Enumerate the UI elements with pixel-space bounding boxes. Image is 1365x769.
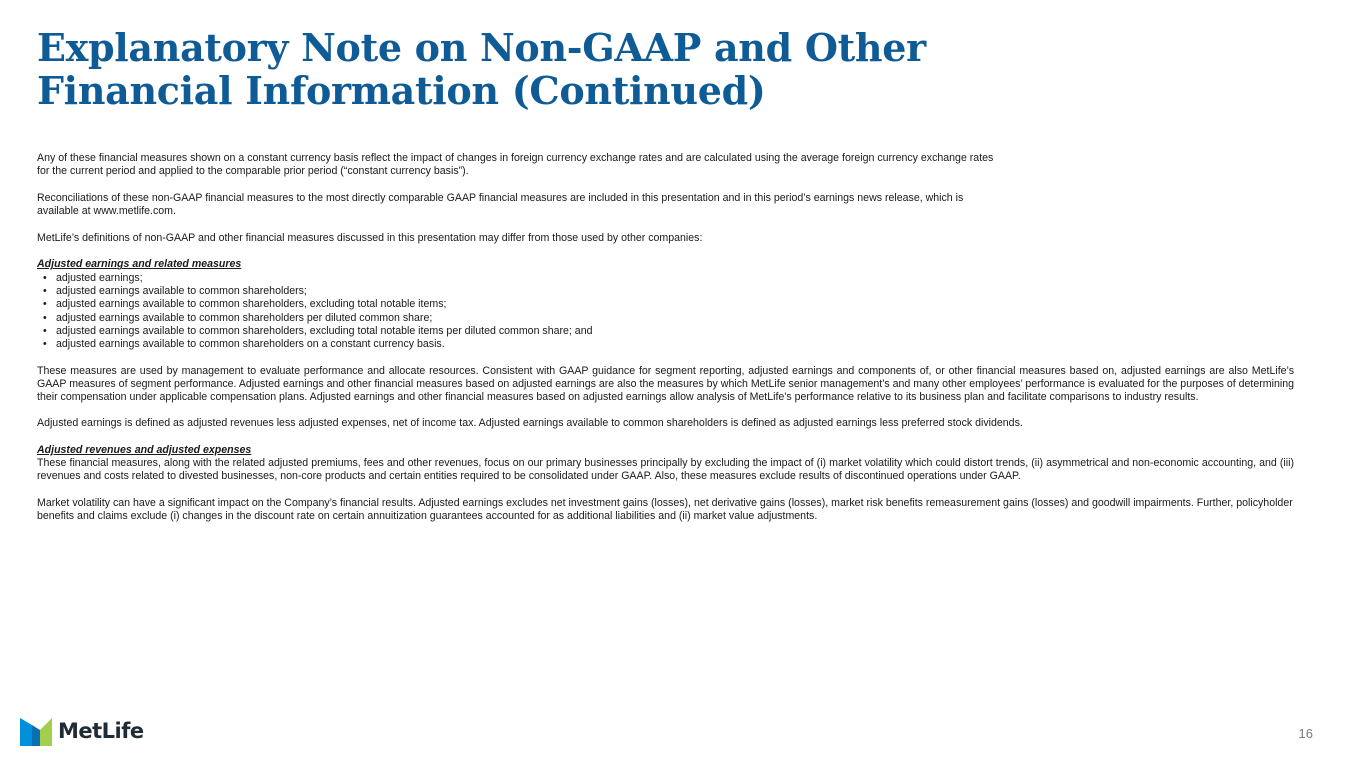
heading-adjusted-revenues: Adjusted revenues and adjusted expenses (37, 443, 252, 456)
title-line-1: Explanatory Note on Non-GAAP and Other (37, 25, 926, 70)
paragraph-measures-used: These measures are used by management to evaluate performance and allocate resources. Consistent with GAAP guidance for segment reporting, adjusted earnings and components of, or other financial measures based on, adjusted earnings are also MetLife’s GAAP measures of segment performance. Adjusted earnings and other financial measures based on adjusted earnings are also the measures by which MetLife senior management’s and many other employees’ performance is evaluated for the purposes of determining their compensation under applicable compensation plans. Adjusted earnings and other financial measures based on adjusted earnings allow analysis of MetLife's performance relative to its business plan and facilitate comparisons to industry results. (37, 364, 1294, 404)
paragraph-constant-currency: Any of these financial measures shown on a constant currency basis reflect the impact of changes in foreign currency exchange rates and are calculated using the average foreign currency exchange rates for the current period and applied to the comparable prior period (“constant currency basis”). (37, 152, 994, 178)
list-item: • adjusted earnings available to common shareholders on a constant currency basis. (43, 338, 1294, 351)
heading-adjusted-earnings: Adjusted earnings and related measures (37, 258, 242, 271)
paragraph-definitions: MetLife’s definitions of non-GAAP and other financial measures discussed in this presentation may differ from those used by other companies: (37, 232, 703, 245)
paragraph-reconciliations: Reconciliations of these non-GAAP financial measures to the most directly comparable GAAP financial measures are included in this presentation and in this period’s earnings news release, which is available at www.metlife.com. (37, 191, 964, 217)
slide-body (37, 152, 1294, 523)
title-line-2: Financial Information (Continued) (37, 68, 766, 113)
paragraph-market-volatility: Market volatility can have a significant impact on the Company’s financial results. Adjusted earnings excludes net investment gains (losses), net derivative gains (losses), market risk benefits remeasurement gains (losses) and goodwill impairments. Further, policyholder benefits and claims exclude (i) changes in the discount rate on certain annuitization guarantees accounted for as additional liabilities and (ii) market value adjustments. (37, 496, 1293, 522)
logo-text: MetLife (58, 719, 144, 743)
list-item: • adjusted earnings; (43, 272, 1294, 285)
page-title (37, 26, 1137, 112)
list-item: • adjusted earnings available to common shareholders per diluted common share; (43, 312, 1294, 325)
paragraph-adjusted-revenues: These financial measures, along with the related adjusted premiums, fees and other revenues, focus on our primary businesses principally by excluding the impact of (i) market volatility which could distort trends, (ii) asymmetrical and non-economic accounting, and (iii) revenues and costs related to divested businesses, non-core products and certain entities required to be consolidated under GAAP. Also, these measures exclude results of discontinued operations under GAAP. (37, 457, 1294, 483)
adjusted-earnings-list (37, 272, 1294, 352)
list-item: • adjusted earnings available to common shareholders; (43, 285, 1294, 298)
list-item: • adjusted earnings available to common shareholders, excluding total notable items; (43, 298, 1294, 311)
metlife-logo-icon (20, 716, 52, 746)
paragraph-adjusted-earnings-defined: Adjusted earnings is defined as adjusted revenues less adjusted expenses, net of income tax. Adjusted earnings available to common shareholders is defined as adjusted earnings less preferred stock dividends. (37, 417, 1023, 430)
page-number: 16 (1298, 726, 1313, 741)
list-item: • adjusted earnings available to common shareholders, excluding total notable items per diluted common share; and (43, 325, 1294, 338)
metlife-logo (20, 716, 144, 746)
